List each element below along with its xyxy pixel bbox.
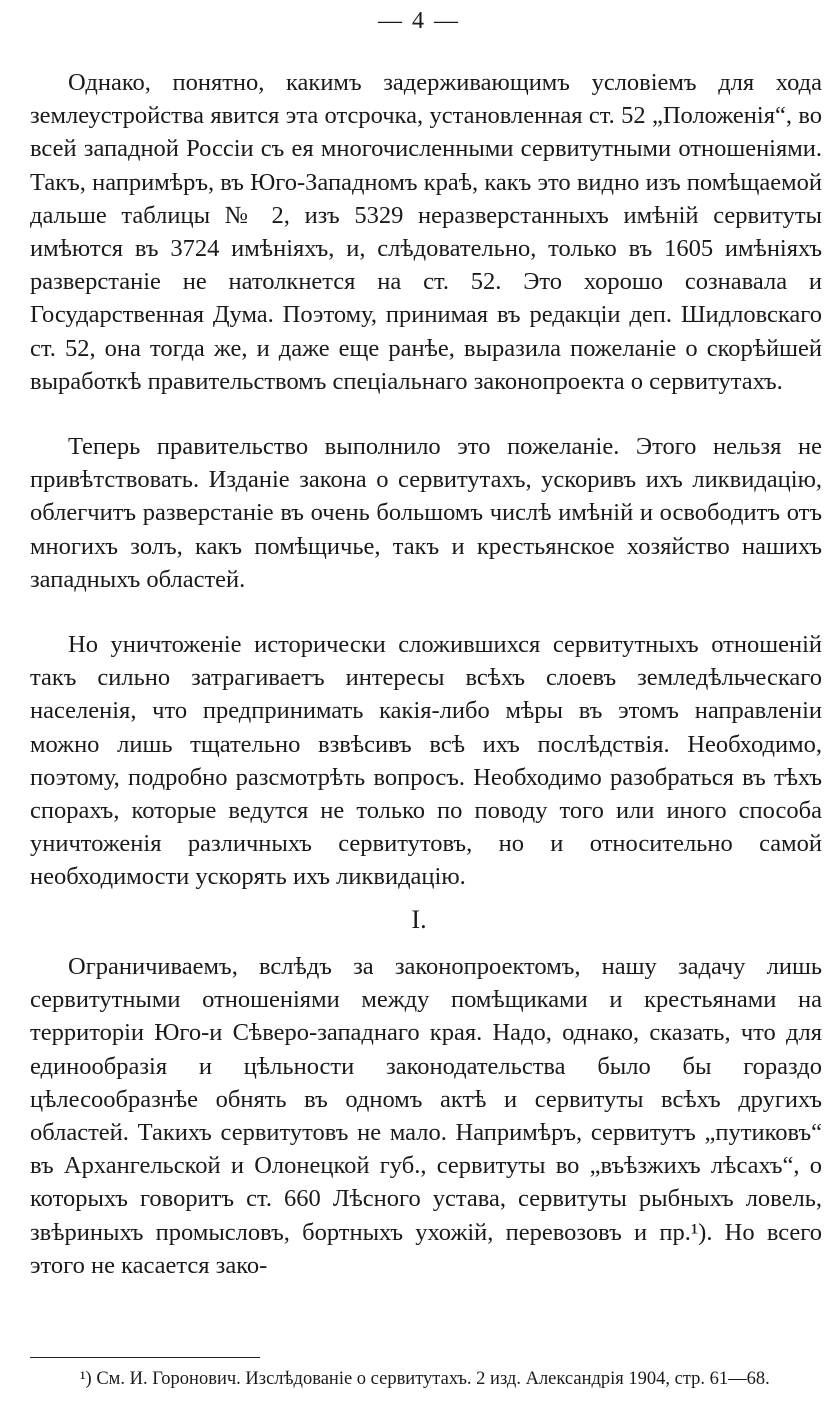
section-heading: I. [411, 905, 427, 934]
paragraph-3: Но уничтоженіе исторически сложившихся сервитутныхъ отношеній такъ сильно затрагиваетъ интересы всѣхъ слоевъ земледѣльческаго населенія, что предпринимать какія-либо мѣры въ этомъ направленіи можно лишь тщательно взвѣсивъ всѣ ихъ послѣдствія. Необходимо, поэтому, подробно разсмотрѣть вопросъ. Необходимо разобраться въ тѣхъ спорахъ, которые ведутся не только по поводу того или иного способа уничтоженія различныхъ сервитутовъ, но и относительно самой необходимости ускорять ихъ ликвидацію. [30, 631, 822, 891]
footnote-divider [30, 1357, 260, 1358]
section-paragraph: Ограничиваемъ, вслѣдъ за законопроектомъ, нашу задачу лишь сервитутными отношеніями между помѣщиками и крестьянами на территоріи Юго-и Сѣверо-западнаго края. Надо, однако, сказать, что для единообразія и цѣльности законодательства было бы гораздо цѣлесообразнѣе обнять въ одномъ актѣ и сервитуты всѣхъ другихъ областей. Такихъ сервитутовъ не мало. Напримѣръ, сервитутъ „путиковъ“ въ Архангельской и Олонецкой губ., сервитуты во „въѣзжихъ лѣсахъ“, о которыхъ говоритъ ст. 660 Лѣсного устава, сервитуты рыбныхъ ловель, звѣриныхъ промысловъ, бортныхъ ухожій, перевозовъ и пр.¹). Но всего этого не касается зако- [30, 953, 822, 1279]
paragraph-2: Теперь правительство выполнило это пожеланіе. Этого нельзя не привѣтствовать. Изданіе закона о сервитутахъ, ускоривъ ихъ ликвидацію, облегчитъ разверстаніе въ очень большомъ числѣ имѣній и освободитъ отъ многихъ золъ, какъ помѣщичье, такъ и крестьянское хозяйство нашихъ западныхъ областей. [30, 433, 822, 593]
page-number: — 4 — [378, 8, 460, 34]
footnote: ¹) См. И. Горонович. Изслѣдованіе о сервитутахъ. 2 изд. Александрія 1904, стр. 61—68. [80, 1369, 770, 1389]
paragraph-1: Однако, понятно, какимъ задерживающимъ условіемъ для хода землеустройства явится эта отсрочка, установленная ст. 52 „Положенія“, во всей западной Россіи съ ея многочисленными сервитутными отношеніями. Такъ, напримѣръ, въ Юго-Западномъ краѣ, какъ это видно изъ помѣщаемой дальше таблицы № 2, изъ 5329 неразверстанныхъ имѣній сервитуты имѣются въ 3724 имѣніяхъ, и, слѣдовательно, только въ 1605 имѣніяхъ разверстаніе не натолкнется на ст. 52. Это хорошо сознавала и Государственная Дума. Поэтому, принимая въ редакціи деп. Шидловскаго ст. 52, она тогда же, и даже еще ранѣе, выразила пожеланіе о скорѣйшей выработкѣ правительствомъ спеціальнаго законопроекта о сервитутахъ. [30, 69, 822, 395]
